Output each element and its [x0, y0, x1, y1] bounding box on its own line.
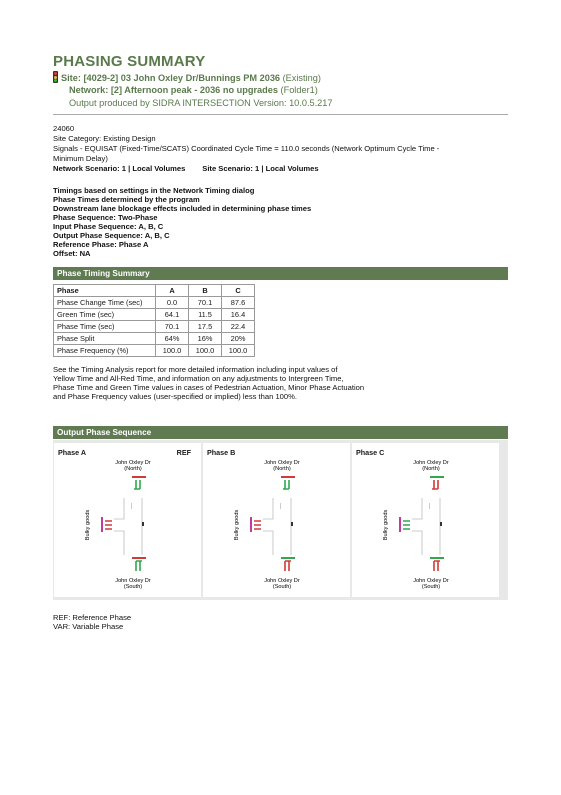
timing-note: Phase Times determined by the program	[53, 195, 200, 204]
median-marker	[142, 522, 144, 526]
intersection-diagram	[352, 443, 499, 597]
site-category: Site Category: Existing Design	[53, 134, 156, 143]
timing-note: Phase Sequence: Two-Phase	[53, 213, 158, 222]
west-road-label: Bulky goods	[85, 509, 91, 541]
intersection-diagram	[203, 443, 350, 597]
phase-timing-heading: Phase Timing Summary	[53, 267, 508, 280]
west-movement-arrows	[101, 517, 112, 532]
row-label: Green Time (sec)	[54, 309, 156, 321]
row-label: Phase Time (sec)	[54, 321, 156, 333]
site-status: (Existing)	[280, 73, 321, 83]
output-sequence-heading: Output Phase Sequence	[53, 426, 508, 439]
signals-line-1: Signals - EQUISAT (Fixed-Time/SCATS) Coordinated Cycle Time = 110.0 seconds (Network Optimum Cycle Time -	[53, 144, 440, 153]
footnote-var: VAR: Variable Phase	[53, 622, 124, 631]
intersection-diagram	[54, 443, 201, 597]
footnote-ref: REF: Reference Phase	[53, 613, 132, 622]
table-row	[54, 309, 255, 321]
header-divider	[53, 114, 508, 115]
timing-analysis-note: Phase Time and Green Time values in cases of Pedestrian Actuation, Minor Phase Actuation	[53, 383, 365, 392]
south-road-label: John Oxley Dr	[413, 578, 449, 584]
road-outline	[114, 498, 142, 555]
phase-panel-a	[54, 443, 201, 597]
timing-note: Output Phase Sequence: A, B, C	[53, 231, 170, 240]
south-movement-arrows	[132, 557, 146, 571]
signals-line-2: Minimum Delay)	[53, 154, 108, 163]
project-id: 24060	[53, 124, 75, 133]
road-outline	[263, 498, 291, 555]
north-road-direction: (North)	[422, 466, 440, 472]
timing-note: Downstream lane blockage effects included in determining phase times	[53, 204, 312, 213]
scenario-line: Network Scenario: 1 | Local Volumes Site Scenario: 1 | Local Volumes	[53, 164, 319, 173]
timing-analysis-note: Yellow Time and All-Red Time, and information on any adjustments to Intergreen Time,	[53, 374, 344, 383]
timing-note: Input Phase Sequence: A, B, C	[53, 222, 164, 231]
north-road-direction: (North)	[273, 466, 291, 472]
south-road-direction: (South)	[421, 584, 441, 590]
table-cell: 100.0	[189, 345, 222, 357]
table-cell: 100.0	[222, 345, 255, 357]
phase-panel-c	[352, 443, 499, 597]
phase-panel-title: Phase A	[58, 448, 87, 457]
phase-panel-title: Phase C	[356, 448, 385, 457]
west-road-label: Bulky goods	[383, 509, 389, 541]
row-label: Phase Frequency (%)	[54, 345, 156, 357]
column-header: A	[156, 285, 189, 297]
median-marker	[440, 522, 442, 526]
table-cell: 17.5	[189, 321, 222, 333]
table-row	[54, 333, 255, 345]
south-movement-arrows	[430, 557, 444, 571]
south-road-label: John Oxley Dr	[264, 578, 300, 584]
table-cell: 64%	[156, 333, 189, 345]
network-folder: (Folder1)	[277, 85, 318, 95]
column-header: C	[222, 285, 255, 297]
phase-timing-table	[53, 284, 255, 357]
west-movement-arrows	[250, 517, 261, 532]
south-road-label: John Oxley Dr	[115, 578, 151, 584]
north-movement-arrows	[281, 476, 295, 489]
network-name: Network: [2] Afternoon peak - 2036 no upgrades	[69, 85, 278, 95]
table-cell: 22.4	[222, 321, 255, 333]
page-title: PHASING SUMMARY	[53, 53, 206, 70]
road-outline	[412, 498, 440, 555]
column-header: Phase	[54, 285, 156, 297]
site-line	[53, 71, 321, 83]
phase-panel-b	[203, 443, 350, 597]
table-row	[54, 345, 255, 357]
north-movement-arrows	[430, 476, 444, 489]
timing-analysis-note: See the Timing Analysis report for more detailed information including input values of	[53, 365, 338, 374]
row-label: Phase Change Time (sec)	[54, 297, 156, 309]
south-road-direction: (South)	[123, 584, 143, 590]
north-road-label: John Oxley Dr	[413, 460, 449, 466]
timing-note: Reference Phase: Phase A	[53, 240, 149, 249]
table-cell: 70.1	[156, 321, 189, 333]
network-line	[69, 85, 318, 95]
column-header: B	[189, 285, 222, 297]
table-cell: 11.5	[189, 309, 222, 321]
reference-badge: REF	[176, 448, 191, 457]
table-cell: 0.0	[156, 297, 189, 309]
table-cell: 87.6	[222, 297, 255, 309]
west-movement-arrows	[399, 517, 410, 532]
phase-panel-title: Phase B	[207, 448, 236, 457]
south-movement-arrows	[281, 557, 295, 571]
output-version-line: Output produced by SIDRA INTERSECTION Version: 10.0.5.217	[69, 98, 333, 108]
north-road-direction: (North)	[124, 466, 142, 472]
west-road-label: Bulky goods	[234, 509, 240, 541]
table-cell: 20%	[222, 333, 255, 345]
south-road-direction: (South)	[272, 584, 292, 590]
table-cell: 100.0	[156, 345, 189, 357]
table-cell: 16.4	[222, 309, 255, 321]
north-movement-arrows	[132, 476, 146, 489]
table-cell: 70.1	[189, 297, 222, 309]
table-row	[54, 321, 255, 333]
traffic-light-icon	[53, 71, 58, 83]
table-row	[54, 297, 255, 309]
median-marker	[291, 522, 293, 526]
table-cell: 16%	[189, 333, 222, 345]
timing-note: Offset: NA	[53, 249, 91, 258]
timing-note: Timings based on settings in the Network Timing dialog	[53, 186, 255, 195]
timing-analysis-note: and Phase Frequency values (user-specified or implied) less than 100%.	[53, 392, 297, 401]
site-name: Site: [4029-2] 03 John Oxley Dr/Bunnings PM 2036	[61, 73, 281, 83]
north-road-label: John Oxley Dr	[115, 460, 151, 466]
table-cell: 64.1	[156, 309, 189, 321]
row-label: Phase Split	[54, 333, 156, 345]
table-header-row	[54, 285, 255, 297]
north-road-label: John Oxley Dr	[264, 460, 300, 466]
